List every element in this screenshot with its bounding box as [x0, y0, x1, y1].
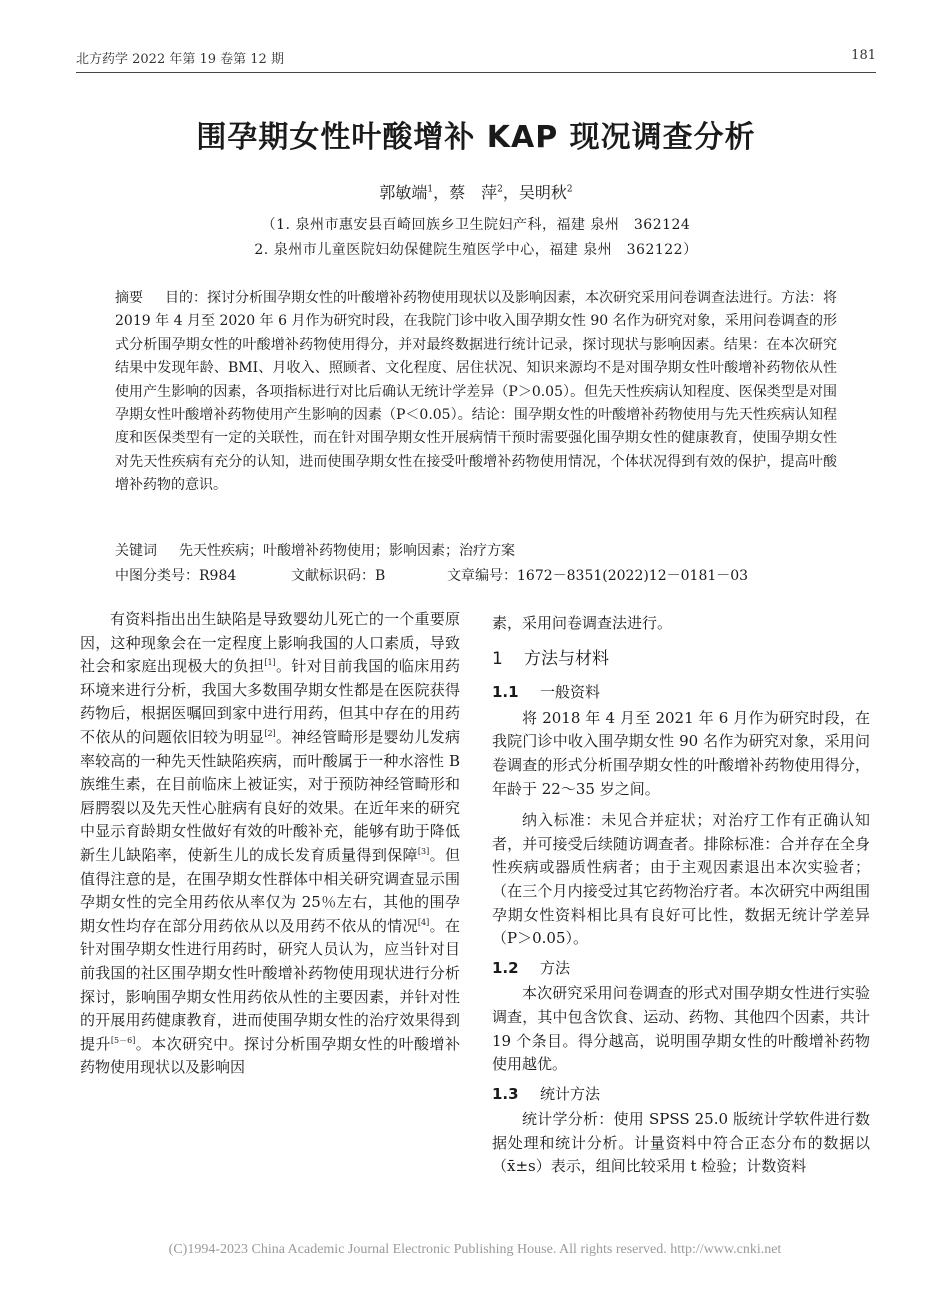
citation: [1]	[264, 658, 276, 668]
author-list	[76, 180, 876, 203]
author-name: 蔡 萍	[449, 183, 498, 202]
journal-issue: 北方药学 2022 年第 19 卷第 12 期	[76, 52, 284, 67]
text-run: 。针对目前我国的临床用药环境来进行分析，我国大多数围孕期女性都是在医院获得药物后，根据医嘱回到家中进行用药，但其中存在的用药不依从的问题依旧较为明显	[80, 657, 460, 746]
body-column-left	[80, 608, 460, 1080]
author-name: 郭敏端	[379, 183, 428, 202]
section-number: 1	[492, 648, 503, 669]
subsection-title: 统计方法	[540, 1084, 601, 1103]
body-paragraph: 纳入标准：未见合并症状；对治疗工作有正确认知者，并可接受后续随访调查者。排除标准：合并存在全身性疾病或器质性病者；由于主观因素退出本次实验者；（在三个月内接受过其它药物治疗者。本次研究中两组围孕期女性资料相比具有良好可比性，数据无统计学差异（P＞0.05）。	[492, 811, 870, 948]
section-heading	[492, 648, 870, 672]
classification-line	[115, 565, 837, 585]
body-paragraph: 本次研究采用问卷调查的形式对围孕期女性进行实验调查，其中包含饮食、运动、药物、其他四个因素，共计 19 个条目。得分越高，说明围孕期女性的叶酸增补药物使用越优。	[492, 984, 870, 1074]
subsection-heading	[492, 681, 870, 705]
subsection-number: 1.2	[492, 958, 519, 977]
page-number: 181	[851, 48, 876, 63]
author-separator: ，	[502, 183, 519, 202]
text-run: 。神经管畸形是婴幼儿发病率较高的一种先天性缺陷疾病，而叶酸属于一种水溶性 B 族维生素，在目前临床上被证实，对于预防神经管畸形和唇腭裂以及先天性心脏病有良好的效果。在近年来的研究中显示育龄期女性做好有效的叶酸补充，能够有助于降低新生儿缺陷率，使新生儿的成长发育质量得到保障	[80, 727, 460, 864]
abstract	[115, 287, 837, 498]
author-affil-mark: 1	[427, 184, 434, 195]
text-run: 。在针对围孕期女性进行用药时，研究人员认为，应当针对目前我国的社区围孕期女性叶酸增补药物使用现状进行分析探讨，影响围孕期女性用药依从性的主要因素，并针对性的开展用药健康教育，进而使围孕期女性的治疗效果得到提升	[80, 916, 460, 1053]
abstract-label: 摘要	[115, 290, 143, 306]
copyright-footer: (C)1994-2023 China Academic Journal Electronic Publishing House. All rights reserved. http://www.cnki.net	[168, 1242, 782, 1257]
document-code: 文献标识码：B	[291, 568, 386, 584]
body-column-right	[492, 612, 870, 1179]
author-name: 吴明秋	[518, 183, 567, 202]
continuation-text: 素，采用问卷调查法进行。	[492, 614, 673, 632]
subsection-number: 1.1	[492, 683, 519, 702]
section-title: 方法与材料	[524, 648, 609, 669]
citation: [2]	[264, 728, 276, 738]
subsection-heading	[492, 957, 870, 981]
author-affil-mark: 2	[566, 184, 573, 195]
text-run: 有资料指出出生缺陷是导致婴幼儿死亡的一个重要原因，这种现象会在一定程度上影响我国的人口素质，导致社会和家庭出现极大的负担	[80, 610, 460, 676]
author-affil-mark: 2	[497, 184, 503, 195]
citation: [5－6]	[110, 1035, 136, 1045]
citation: [3]	[417, 846, 430, 856]
subsection-title: 一般资料	[540, 683, 601, 702]
keywords-label: 关键词	[115, 543, 157, 559]
subsection-heading	[492, 1083, 870, 1107]
body-paragraph: 将 2018 年 4 月至 2021 年 6 月作为研究时段，在我院门诊中收入围孕期女性 90 名作为研究对象，采用问卷调查的形式分析围孕期女性的叶酸增补药物使用得分，年龄于 22～35 岁之间。	[492, 708, 870, 798]
subsection-title: 方法	[540, 958, 571, 977]
abstract-text: 目的：探讨分析围孕期女性的叶酸增补药物使用现状以及影响因素，本次研究采用问卷调查法进行。方法：将 2019 年 4 月至 2020 年 6 月作为研究时段，在我院门诊中收入围孕期女性 90 名作为研究对象，采用问卷调查的形式分析围孕期女性的叶酸增补药物使用得分，并对最终数据进行统计记录，探讨现状与影响因素。结果：在本次研究结果中发现年龄、BMI、月收入、照顾者、文化程度、居住状况、知识来源均不是对围孕期女性叶酸增补药物依从性使用产生影响的因素，各项指标进行对比后确认无统计学差异（P＞0.05）。但先天性疾病认知程度、医保类型是对围孕期女性叶酸增补药物使用产生影响的因素（P＜0.05）。结论：围孕期女性的叶酸增补药物使用与先天性疾病认知程度和医保类型有一定的关联性，而在针对围孕期女性开展病情干预时需要强化围孕期女性的健康教育，使围孕期女性对先天性疾病有充分的认知，进而使围孕期女性在接受叶酸增补药物使用情况，个体状况得到有效的保护，提高叶酸增补药物的意识。	[115, 290, 837, 494]
clc-number: 中图分类号：R984	[115, 568, 237, 584]
text-run: 。本次研究中。探讨分析围孕期女性的叶酸增补药物使用现状以及影响因	[80, 1034, 460, 1077]
affiliation: 2. 泉州市儿童医院妇幼保健院生殖医学中心，福建 泉州 362122）	[254, 242, 698, 258]
keywords	[115, 540, 837, 560]
article-number: 文章编号：1672－8351(2022)12－0181－03	[447, 568, 749, 584]
affiliation: （1. 泉州市惠安县百崎回族乡卫生院妇产科，福建 泉州 362124	[261, 217, 691, 233]
header-rule	[76, 72, 876, 73]
running-header	[76, 46, 876, 68]
citation: [4]	[417, 917, 430, 927]
subsection-number: 1.3	[492, 1084, 519, 1103]
body-paragraph: 统计学分析：使用 SPSS 25.0 版统计学软件进行数据处理和统计分析。计量资料中符合正态分布的数据以（x̄±s）表示，组间比较采用 t 检验；计数资料	[492, 1110, 870, 1176]
text-run: 。但值得注意的是，在围孕期女性群体中相关研究调查显示围孕期女性的完全用药依从率仅为 25％左右，其他的围孕期女性均存在部分用药依从以及用药不依从的情况	[80, 845, 460, 935]
keywords-text: 先天性疾病；叶酸增补药物使用；影响因素；治疗方案	[179, 543, 515, 559]
author-separator: ，	[433, 183, 450, 202]
paper-title: 围孕期女性叶酸增补 KAP 现况调查分析	[196, 120, 756, 155]
body-paragraph	[80, 608, 460, 1080]
